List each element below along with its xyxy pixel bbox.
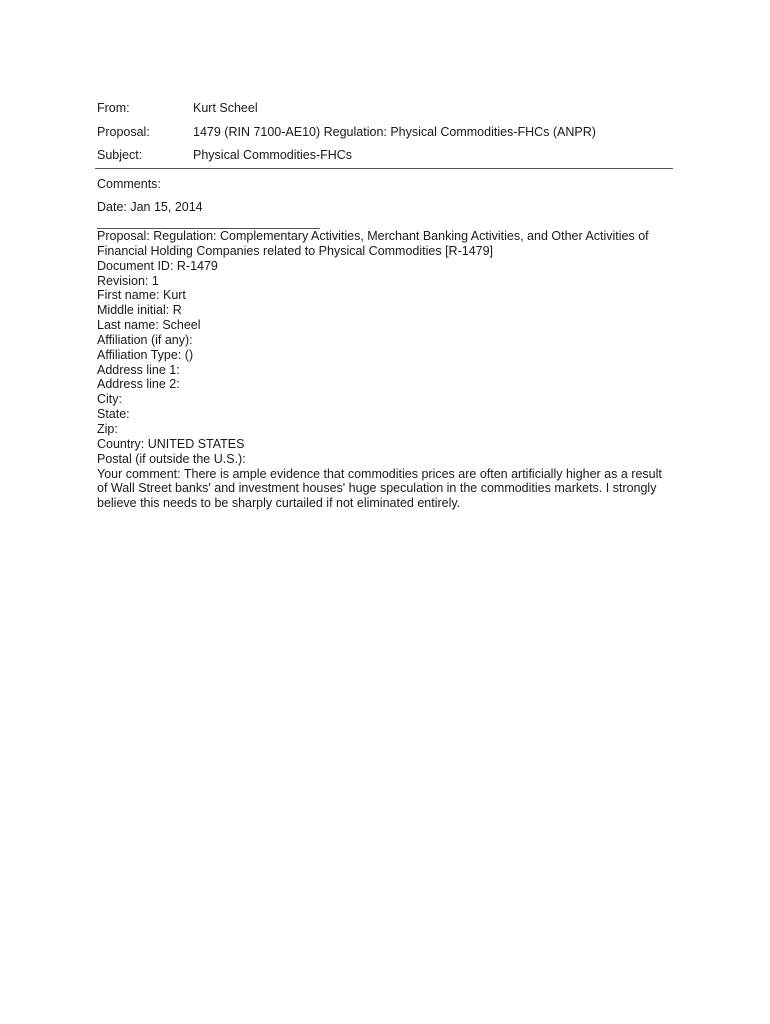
body-first-name: First name: Kurt (97, 288, 186, 303)
body-city: City: (97, 392, 122, 407)
body-country: Country: UNITED STATES (97, 436, 245, 451)
proposal-label: Proposal: (97, 125, 150, 139)
header-divider (95, 168, 673, 169)
body-middle-initial: Middle initial: R (97, 303, 182, 318)
body-zip: Zip: (97, 421, 118, 436)
from-label: From: (97, 101, 130, 115)
body-affiliation-type: Affiliation Type: () (97, 347, 194, 362)
body-address-line-1: Address line 1: (97, 362, 180, 377)
date-line: Date: Jan 15, 2014 (97, 200, 203, 214)
body-comment: Your comment: There is ample evidence that commodities prices are often artificially higher as a result of Wall Street banks' and investment houses' huge speculation in the commodities markets. I strongly believe this needs to be sharply curtailed if not eliminated entirely. (97, 466, 662, 511)
body-address-line-2: Address line 2: (97, 377, 180, 392)
subject-value: Physical Commodities-FHCs (193, 148, 353, 162)
body-proposal: Proposal: Regulation: Complementary Activities, Merchant Banking Activities, and Other Activities of Financial Holding Companies related to Physical Commodities [R-1479] (97, 229, 649, 258)
subject-label: Subject: (97, 148, 143, 162)
body-affiliation: Affiliation (if any): (97, 332, 193, 347)
from-row (97, 100, 258, 116)
proposal-row (97, 124, 596, 140)
from-value: Kurt Scheel (193, 101, 258, 115)
body-last-name: Last name: Scheel (97, 318, 201, 333)
proposal-value: 1479 (RIN 7100-AE10) Regulation: Physical Commodities-FHCs (ANPR) (193, 125, 596, 139)
comments-label: Comments: (97, 177, 161, 191)
comment-body (97, 229, 675, 511)
subject-row (97, 147, 352, 163)
body-revision: Revision: 1 (97, 273, 159, 288)
body-state: State: (97, 407, 130, 422)
body-document-id: Document ID: R-1479 (97, 258, 218, 273)
body-postal: Postal (if outside the U.S.): (97, 451, 246, 466)
